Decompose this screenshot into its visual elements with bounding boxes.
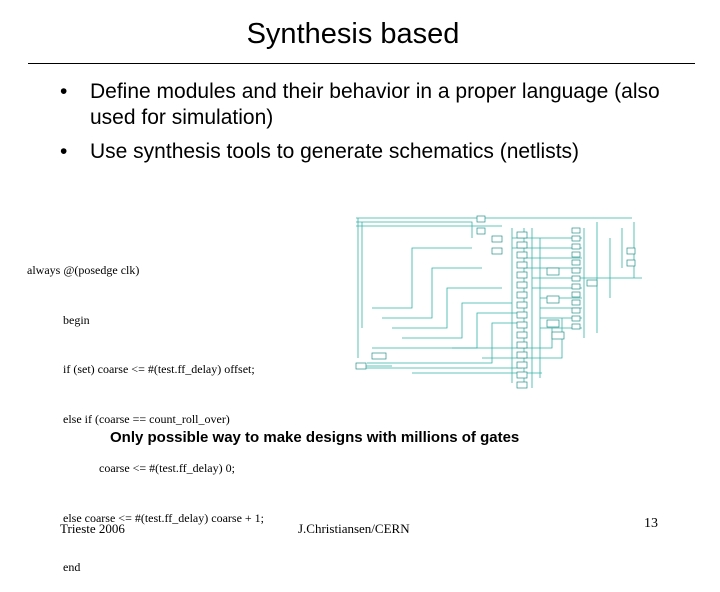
- bullet-item: [60, 79, 700, 131]
- footer-event: Trieste 2006: [60, 521, 125, 536]
- code-line: begin: [27, 312, 90, 327]
- footer-author: J.Christiansen/CERN: [298, 521, 410, 536]
- bullet-text: Use synthesis tools to generate schematics (netlists): [90, 140, 580, 163]
- title-divider: [28, 63, 695, 64]
- slide-title: Synthesis based: [246, 18, 460, 50]
- code-line: always @(posedge clk): [27, 263, 140, 277]
- emphasis-statement: Only possible way to make designs with millions of gates: [110, 429, 520, 446]
- code-line: else if (coarse == count_roll_over): [27, 411, 230, 426]
- code-line: else coarse <= #(test.ff_delay) coarse + 1;: [27, 510, 264, 525]
- code-line: end: [27, 560, 81, 574]
- page-number: 13: [644, 516, 658, 531]
- bullet-dot-icon: •: [60, 140, 68, 163]
- verilog-code-block: [27, 229, 347, 592]
- code-line: coarse <= #(test.ff_delay) 0;: [27, 461, 235, 475]
- bullet-dot-icon: •: [60, 80, 68, 103]
- bullet-item: [60, 139, 700, 165]
- bullet-list: [60, 79, 700, 173]
- netlist-schematic-image: [352, 208, 644, 392]
- bullet-text: Define modules and their behavior in a proper language (also used for simulation): [90, 80, 660, 129]
- code-line: if (set) coarse <= #(test.ff_delay) offset;: [27, 362, 255, 376]
